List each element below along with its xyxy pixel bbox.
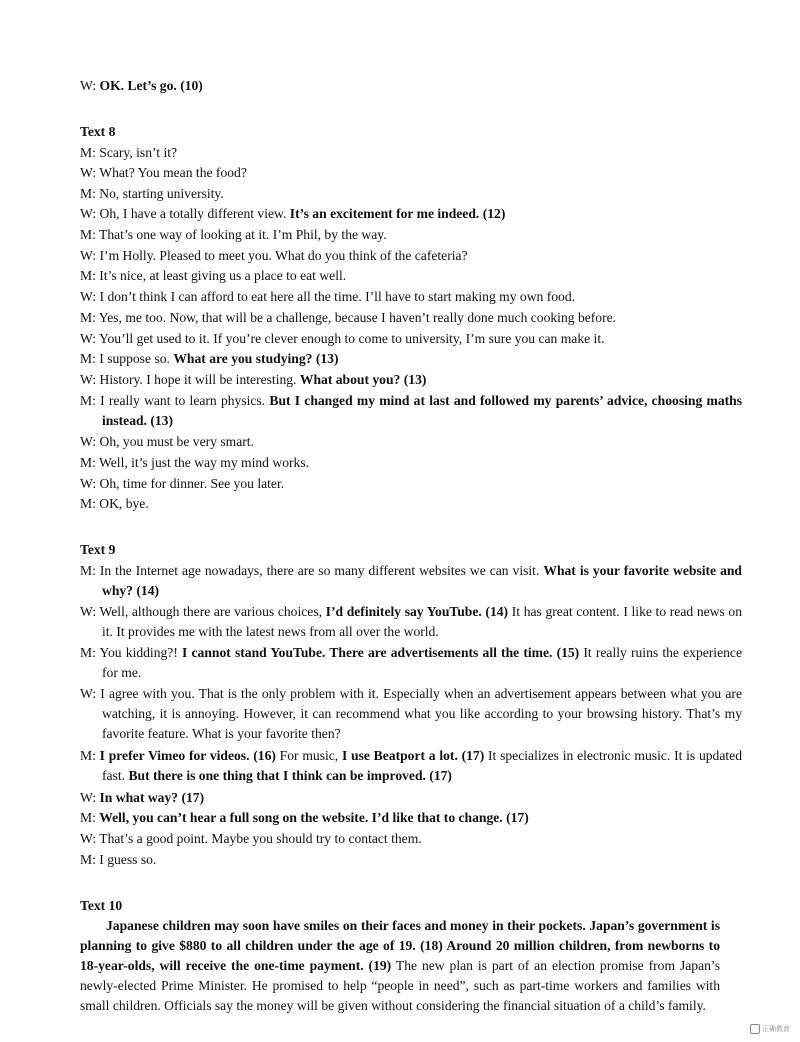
text10-paragraph: Japanese children may soon have smiles on their faces and money in their pockets. Japan’s government is planning to give $880 to all children under the age of 19. (18) Around 20 million children, from newborns to 18-year-olds, will receive the one-time payment. (19) The new plan is part of an election promise from Japan’s newly-elected Prime Minister. He promised to help “people in need”, such as part-time workers and families with small children. Officials say the money will be given without considering the financial situation of a child’s family. [80, 918, 720, 1013]
dialogue-line: M: You kidding?! I cannot stand YouTube. There are advertisements all the time. (15) It really ruins the experience for me. [80, 645, 742, 680]
dialogue-line: M: That’s one way of looking at it. I’m Phil, by the way. [80, 227, 387, 242]
dialogue-line: W: I agree with you. That is the only problem with it. Especially when an advertisement appears between what you are watching, it is annoying. However, it can recommend what you like according to your browsing history. That’s my favorite feature. What is your favorite then? [80, 686, 742, 741]
dialogue-line: M: OK, bye. [80, 496, 149, 511]
logo-icon [750, 1024, 760, 1034]
dialogue-line: W: You’ll get used to it. If you’re clever enough to come to university, I’m sure you can make it. [80, 331, 605, 346]
text8-heading: Text 8 [80, 124, 116, 139]
dialogue-line: M: I really want to learn physics. But I changed my mind at last and followed my parents’ advice, choosing maths instead. (13) [80, 393, 742, 428]
dialogue-line: M: Well, you can’t hear a full song on the website. I’d like that to change. (17) [80, 810, 529, 825]
dialogue-line: W: That’s a good point. Maybe you should try to contact them. [80, 831, 422, 846]
text10-heading: Text 10 [80, 898, 123, 913]
dialogue-line: W: Oh, I have a totally different view. It’s an excitement for me indeed. (12) [80, 206, 506, 221]
dialogue-line: M: I guess so. [80, 852, 157, 867]
dialogue-line: M: In the Internet age nowadays, there are so many different websites we can visit. What is your favorite website and why? (14) [80, 563, 742, 598]
dialogue-line: W: OK. Let’s go. (10) [80, 78, 203, 93]
dialogue-line: W: I don’t think I can afford to eat here all the time. I’ll have to start making my own food. [80, 289, 576, 304]
dialogue-line: W: Oh, time for dinner. See you later. [80, 476, 285, 491]
dialogue-line: M: I suppose so. What are you studying? (13) [80, 351, 339, 366]
dialogue-line: M: Scary, isn’t it? [80, 145, 178, 160]
dialogue-line: W: I’m Holly. Pleased to meet you. What do you think of the cafeteria? [80, 248, 468, 263]
dialogue-line: W: In what way? (17) [80, 790, 205, 805]
watermark: 正确教育 [750, 1024, 790, 1034]
text9-heading: Text 9 [80, 542, 116, 557]
dialogue-line: W: Well, although there are various choices, I’d definitely say YouTube. (14) It has great content. I like to read news on it. It provides me with the latest news from all over the world. [80, 604, 743, 639]
dialogue-line: W: What? You mean the food? [80, 165, 247, 180]
dialogue-line: M: No, starting university. [80, 186, 224, 201]
dialogue-line: M: It’s nice, at least giving us a place to eat well. [80, 268, 347, 283]
dialogue-line: W: History. I hope it will be interesting. What about you? (13) [80, 372, 427, 387]
dialogue-line: M: Well, it’s just the way my mind works. [80, 455, 310, 470]
dialogue-line: M: I prefer Vimeo for videos. (16) For music, I use Beatport a lot. (17) It specializes in electronic music. It is updated fast. But there is one thing that I think can be improved. (17) [80, 748, 742, 783]
dialogue-line: M: Yes, me too. Now, that will be a challenge, because I haven’t really done much cooking before. [80, 310, 617, 325]
dialogue-line: W: Oh, you must be very smart. [80, 434, 254, 449]
